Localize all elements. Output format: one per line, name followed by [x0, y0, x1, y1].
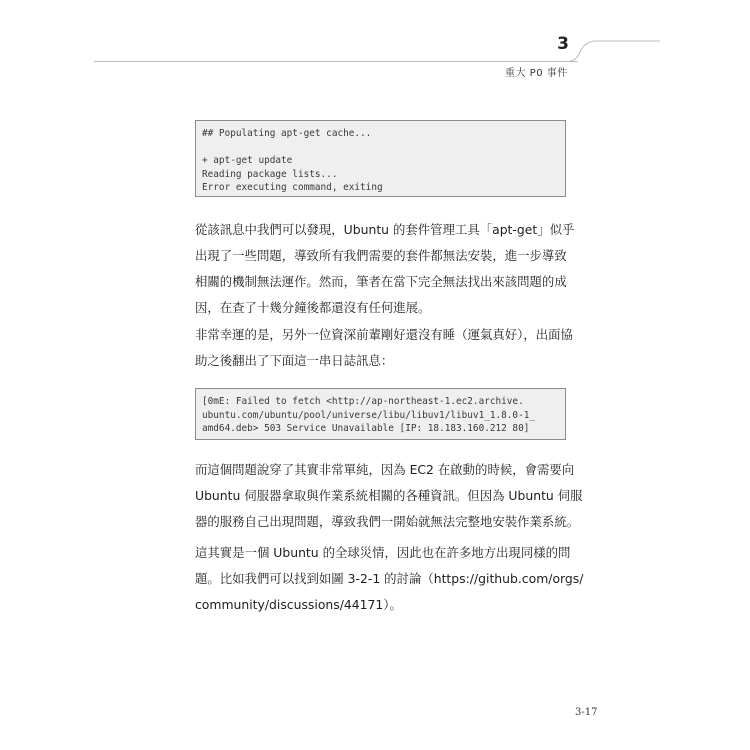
- code-block-apt-log: [195, 120, 566, 197]
- chapter-title: 重大 P0 事件: [505, 68, 568, 79]
- paragraph-3: [195, 457, 583, 535]
- paragraph-1: [195, 217, 575, 321]
- code-line: ubuntu.com/ubuntu/pool/universe/libu/libuv1/libuv1_1.8.0-1_: [202, 409, 536, 421]
- code-line: [0mE: Failed to fetch <http://ap-northeast-1.ec2.archive.: [202, 396, 524, 407]
- paragraph-4: [195, 540, 584, 618]
- paragraph-line: 而這個問題說穿了其實非常單純，因為 EC2 在啟動的時候，會需要向: [195, 462, 575, 477]
- paragraph-line: 助之後翻出了下面這一串日誌訊息：: [195, 353, 394, 368]
- code-line: amd64.deb> 503 Service Unavailable [IP: 18.183.160.212 80]: [202, 423, 530, 435]
- page-number: 3-17: [575, 707, 598, 718]
- paragraph-line: 器的服務自己出現問題，導致我們一開始就無法完整地安裝作業系統。: [195, 514, 580, 529]
- paragraph-line: 這其實是一個 Ubuntu 的全球災情，因此也在許多地方出現同樣的問: [195, 545, 571, 560]
- header-rule: [94, 61, 578, 62]
- header-rule-curve: [570, 38, 660, 64]
- paragraph-line: community/discussions/44171）。: [195, 597, 402, 612]
- paragraph-line: 非常幸運的是，另外一位資深前輩剛好還沒有睡（運氣真好），出面協: [195, 327, 573, 342]
- code-line: Reading package lists...: [202, 168, 338, 180]
- code-line: ## Populating apt-get cache...: [202, 128, 372, 139]
- code-block-fetch-error: [195, 388, 566, 440]
- code-line-blank: [202, 141, 565, 155]
- paragraph-line: 出現了一些問題，導致所有我們需要的套件都無法安裝，進一步導致: [195, 248, 567, 263]
- paragraph-2: [195, 322, 575, 374]
- chapter-number: 3: [557, 34, 569, 54]
- paragraph-line: 從該訊息中我們可以發現，Ubuntu 的套件管理工具「apt-get」似乎: [195, 222, 575, 237]
- paragraph-line: 題。比如我們可以找到如圖 3-2-1 的討論（https://github.com/orgs/: [195, 571, 584, 586]
- paragraph-line: 因，在查了十幾分鐘後都還沒有任何進展。: [195, 300, 431, 315]
- code-line: + apt-get update: [202, 155, 293, 167]
- paragraph-line: Ubuntu 伺服器拿取與作業系統相關的各種資訊。但因為 Ubuntu 伺服: [195, 488, 583, 503]
- code-line: Error executing command, exiting: [202, 182, 383, 194]
- paragraph-line: 相關的機制無法運作。然而，筆者在當下完全無法找出來該問題的成: [195, 274, 567, 289]
